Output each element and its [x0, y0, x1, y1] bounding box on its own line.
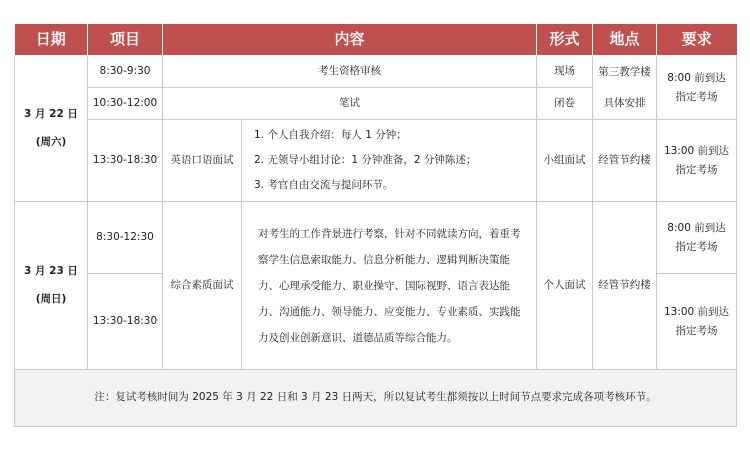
- day1-req-line2: 指定考场: [675, 90, 718, 103]
- day1-row1-form: 现场: [537, 56, 593, 88]
- day2-form: 个人面试: [537, 202, 593, 370]
- note-row: [15, 370, 737, 427]
- day1-date-cell: [15, 56, 88, 202]
- note-text: 注：复试考核时间为 2025 年 3 月 22 日和 3 月 23 日两天，所以复试考生都须按以上时间节点要求完成各项考核环节。: [15, 370, 737, 427]
- day1-row1-time: 8:30-9:30: [88, 56, 163, 88]
- day1-location-line1: 第三教学楼: [598, 65, 651, 78]
- day1-row3-req-line1: 13:00 前到达: [663, 144, 730, 157]
- day2-req2-line1: 13:00 前到达: [663, 305, 730, 318]
- day1-row3-location: 经管节约楼: [593, 120, 657, 202]
- table-row: [15, 56, 737, 88]
- day2-req2-cell: [657, 274, 737, 370]
- day1-date: 3 月 22 日: [24, 108, 78, 121]
- header-requirement: 要求: [657, 24, 737, 56]
- day1-req-line1: 8:00 前到达: [667, 71, 726, 84]
- table-row: [15, 202, 737, 274]
- header-item: 项目: [88, 24, 163, 56]
- day1-row3-item: 英语口语面试: [163, 120, 242, 202]
- day2-req1-line1: 8:00 前到达: [667, 221, 726, 234]
- day1-row2-form: 闭卷: [537, 88, 593, 120]
- day2-req1-cell: [657, 202, 737, 274]
- header-form: 形式: [537, 24, 593, 56]
- day2-time2: 13:30-18:30: [88, 274, 163, 370]
- day1-row1-content: 考生资格审核: [163, 56, 537, 88]
- day1-row3-req-line2: 指定考场: [675, 163, 718, 176]
- schedule-table: [14, 24, 737, 427]
- day2-content: 对考生的工作背景进行考察，针对不同就读方向，着重考察学生信息索取能力、信息分析能力、逻辑判断决策能力、心理承受能力、职业操守、国际视野、语言表达能力、沟通能力、领导能力、应变能力、专业素质、实践能力及创业创新意识、道德品质等综合能力。: [242, 202, 537, 370]
- header-date: 日期: [15, 24, 88, 56]
- day1-row3-requirement: [657, 120, 737, 202]
- day1-row3-content: [242, 120, 537, 202]
- day2-date-cell: [15, 202, 88, 370]
- day1-row2-time: 10:30-12:00: [88, 88, 163, 120]
- day2-time1: 8:30-12:30: [88, 202, 163, 274]
- day2-weekday: (周日): [35, 292, 67, 305]
- table-row: [15, 120, 737, 202]
- day2-req1-line2: 指定考场: [675, 240, 718, 253]
- header-content: 内容: [163, 24, 537, 56]
- content-item: 3. 考官自由交流与提问环节。: [254, 179, 394, 191]
- day1-location-line2: 具体安排: [603, 96, 646, 109]
- day1-row3-form: 小组面试: [537, 120, 593, 202]
- day2-date: 3 月 23 日: [24, 265, 78, 278]
- content-item: 2. 无领导小组讨论：1 分钟准备，2 分钟陈述；: [254, 154, 477, 166]
- header-location: 地点: [593, 24, 657, 56]
- day1-weekday: (周六): [35, 135, 67, 148]
- day2-req2-line2: 指定考场: [675, 324, 718, 337]
- day1-location-cell: [593, 56, 657, 120]
- day1-row2-content: 笔试: [163, 88, 537, 120]
- day2-item: 综合素质面试: [163, 202, 242, 370]
- day2-location: 经管节约楼: [593, 202, 657, 370]
- day1-row3-time: 13:30-18:30: [88, 120, 163, 202]
- day1-requirement-cell: [657, 56, 737, 120]
- schedule-container: [14, 24, 736, 428]
- header-row: [15, 24, 737, 56]
- content-item: 1. 个人自我介绍：每人 1 分钟；: [254, 129, 407, 141]
